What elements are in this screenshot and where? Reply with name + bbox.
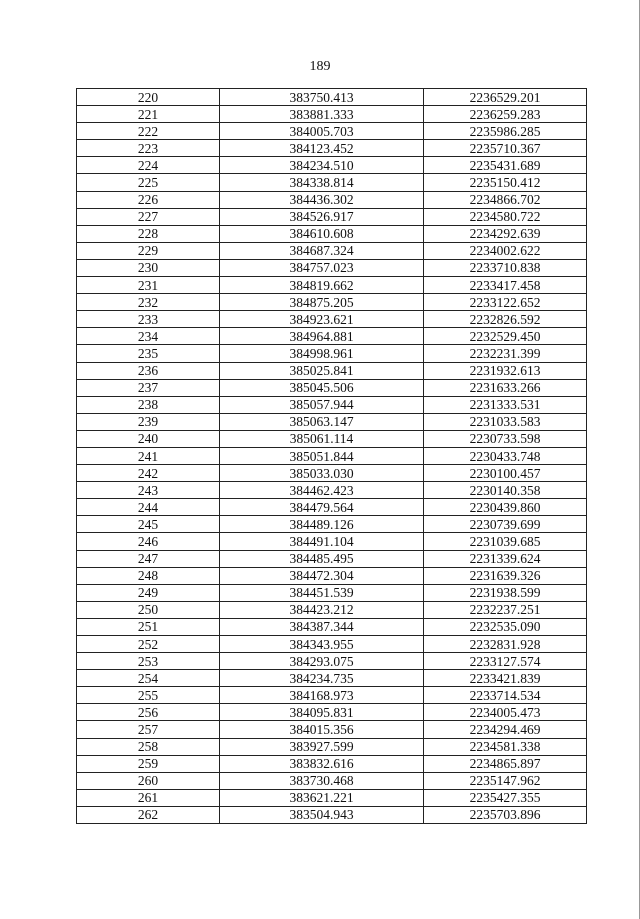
- table-row: [77, 225, 587, 242]
- x-coordinate-cell: 384423.212: [220, 601, 424, 618]
- table-row: [77, 601, 587, 618]
- x-coordinate-cell: 384343.955: [220, 636, 424, 653]
- x-coordinate-cell: 384479.564: [220, 499, 424, 516]
- x-coordinate-cell: 383832.616: [220, 755, 424, 772]
- y-coordinate-cell: 2232826.592: [424, 311, 587, 328]
- page-number: 189: [309, 59, 331, 74]
- x-coordinate-cell: 383730.468: [220, 772, 424, 789]
- point-number-cell: 224: [77, 157, 220, 174]
- y-coordinate-cell: 2231932.613: [424, 362, 587, 379]
- table-row: [77, 789, 587, 806]
- table-row: [77, 806, 587, 823]
- point-number-cell: 222: [77, 123, 220, 140]
- y-coordinate-cell: 2235147.962: [424, 772, 587, 789]
- x-coordinate-cell: 384491.104: [220, 533, 424, 550]
- y-coordinate-cell: 2233417.458: [424, 277, 587, 294]
- point-number-cell: 248: [77, 567, 220, 584]
- y-coordinate-cell: 2230433.748: [424, 447, 587, 464]
- y-coordinate-cell: 2232535.090: [424, 618, 587, 635]
- y-coordinate-cell: 2234002.622: [424, 242, 587, 259]
- x-coordinate-cell: 383750.413: [220, 89, 424, 106]
- x-coordinate-cell: 384489.126: [220, 516, 424, 533]
- y-coordinate-cell: 2231339.624: [424, 550, 587, 567]
- y-coordinate-cell: 2235427.355: [424, 789, 587, 806]
- y-coordinate-cell: 2231039.685: [424, 533, 587, 550]
- table-row: [77, 550, 587, 567]
- x-coordinate-cell: 384998.961: [220, 345, 424, 362]
- table-row: [77, 259, 587, 276]
- y-coordinate-cell: 2235703.896: [424, 806, 587, 823]
- point-number-cell: 233: [77, 311, 220, 328]
- table-row: [77, 482, 587, 499]
- x-coordinate-cell: 385033.030: [220, 465, 424, 482]
- point-number-cell: 227: [77, 208, 220, 225]
- y-coordinate-cell: 2235150.412: [424, 174, 587, 191]
- y-coordinate-cell: 2235431.689: [424, 157, 587, 174]
- x-coordinate-cell: 384234.510: [220, 157, 424, 174]
- y-coordinate-cell: 2230140.358: [424, 482, 587, 499]
- y-coordinate-cell: 2233421.839: [424, 670, 587, 687]
- x-coordinate-cell: 384923.621: [220, 311, 424, 328]
- x-coordinate-cell: 384610.608: [220, 225, 424, 242]
- table-row: [77, 738, 587, 755]
- x-coordinate-cell: 384451.539: [220, 584, 424, 601]
- x-coordinate-cell: 384005.703: [220, 123, 424, 140]
- y-coordinate-cell: 2235710.367: [424, 140, 587, 157]
- x-coordinate-cell: 385025.841: [220, 362, 424, 379]
- point-number-cell: 240: [77, 430, 220, 447]
- y-coordinate-cell: 2233122.652: [424, 294, 587, 311]
- table-row: [77, 294, 587, 311]
- table-row: [77, 772, 587, 789]
- point-number-cell: 226: [77, 191, 220, 208]
- point-number-cell: 254: [77, 670, 220, 687]
- point-number-cell: 258: [77, 738, 220, 755]
- table-row: [77, 567, 587, 584]
- y-coordinate-cell: 2234866.702: [424, 191, 587, 208]
- x-coordinate-cell: 383881.333: [220, 106, 424, 123]
- point-number-cell: 245: [77, 516, 220, 533]
- table-row: [77, 670, 587, 687]
- point-number-cell: 221: [77, 106, 220, 123]
- y-coordinate-cell: 2234865.897: [424, 755, 587, 772]
- x-coordinate-cell: 383504.943: [220, 806, 424, 823]
- table-row: [77, 157, 587, 174]
- point-number-cell: 238: [77, 396, 220, 413]
- table-row: [77, 584, 587, 601]
- x-coordinate-cell: 384819.662: [220, 277, 424, 294]
- point-number-cell: 262: [77, 806, 220, 823]
- y-coordinate-cell: 2232529.450: [424, 328, 587, 345]
- table-row: [77, 379, 587, 396]
- table-row: [77, 106, 587, 123]
- point-number-cell: 249: [77, 584, 220, 601]
- y-coordinate-cell: 2232831.928: [424, 636, 587, 653]
- table-row: [77, 89, 587, 106]
- point-number-cell: 260: [77, 772, 220, 789]
- table-row: [77, 174, 587, 191]
- table-row: [77, 123, 587, 140]
- x-coordinate-cell: 385063.147: [220, 413, 424, 430]
- coordinates-table: [76, 88, 587, 824]
- point-number-cell: 230: [77, 259, 220, 276]
- table-row: [77, 140, 587, 157]
- y-coordinate-cell: 2234580.722: [424, 208, 587, 225]
- point-number-cell: 244: [77, 499, 220, 516]
- x-coordinate-cell: 384436.302: [220, 191, 424, 208]
- point-number-cell: 251: [77, 618, 220, 635]
- point-number-cell: 259: [77, 755, 220, 772]
- table-row: [77, 396, 587, 413]
- point-number-cell: 235: [77, 345, 220, 362]
- point-number-cell: 242: [77, 465, 220, 482]
- point-number-cell: 232: [77, 294, 220, 311]
- x-coordinate-cell: 384234.735: [220, 670, 424, 687]
- y-coordinate-cell: 2230739.699: [424, 516, 587, 533]
- point-number-cell: 225: [77, 174, 220, 191]
- table-row: [77, 618, 587, 635]
- table-row: [77, 721, 587, 738]
- table-row: [77, 328, 587, 345]
- point-number-cell: 261: [77, 789, 220, 806]
- point-number-cell: 250: [77, 601, 220, 618]
- x-coordinate-cell: 384757.023: [220, 259, 424, 276]
- point-number-cell: 236: [77, 362, 220, 379]
- table-row: [77, 208, 587, 225]
- table-row: [77, 191, 587, 208]
- x-coordinate-cell: 383927.599: [220, 738, 424, 755]
- table-row: [77, 447, 587, 464]
- y-coordinate-cell: 2234292.639: [424, 225, 587, 242]
- x-coordinate-cell: 384387.344: [220, 618, 424, 635]
- point-number-cell: 252: [77, 636, 220, 653]
- point-number-cell: 246: [77, 533, 220, 550]
- x-coordinate-cell: 384485.495: [220, 550, 424, 567]
- point-number-cell: 255: [77, 687, 220, 704]
- y-coordinate-cell: 2233714.534: [424, 687, 587, 704]
- table-row: [77, 242, 587, 259]
- y-coordinate-cell: 2231639.326: [424, 567, 587, 584]
- point-number-cell: 237: [77, 379, 220, 396]
- y-coordinate-cell: 2231633.266: [424, 379, 587, 396]
- table-row: [77, 499, 587, 516]
- point-number-cell: 234: [77, 328, 220, 345]
- y-coordinate-cell: 2231333.531: [424, 396, 587, 413]
- y-coordinate-cell: 2230100.457: [424, 465, 587, 482]
- point-number-cell: 239: [77, 413, 220, 430]
- table-row: [77, 311, 587, 328]
- y-coordinate-cell: 2233710.838: [424, 259, 587, 276]
- table-row: [77, 277, 587, 294]
- y-coordinate-cell: 2234005.473: [424, 704, 587, 721]
- point-number-cell: 257: [77, 721, 220, 738]
- x-coordinate-cell: 384526.917: [220, 208, 424, 225]
- y-coordinate-cell: 2232237.251: [424, 601, 587, 618]
- point-number-cell: 253: [77, 653, 220, 670]
- table-row: [77, 430, 587, 447]
- x-coordinate-cell: 385045.506: [220, 379, 424, 396]
- x-coordinate-cell: 384875.205: [220, 294, 424, 311]
- table-row: [77, 653, 587, 670]
- point-number-cell: 247: [77, 550, 220, 567]
- table-row: [77, 704, 587, 721]
- point-number-cell: 256: [77, 704, 220, 721]
- table-row: [77, 687, 587, 704]
- y-coordinate-cell: 2232231.399: [424, 345, 587, 362]
- y-coordinate-cell: 2236259.283: [424, 106, 587, 123]
- x-coordinate-cell: 384095.831: [220, 704, 424, 721]
- x-coordinate-cell: 384338.814: [220, 174, 424, 191]
- y-coordinate-cell: 2236529.201: [424, 89, 587, 106]
- x-coordinate-cell: 384293.075: [220, 653, 424, 670]
- table-row: [77, 533, 587, 550]
- x-coordinate-cell: 385057.944: [220, 396, 424, 413]
- x-coordinate-cell: 384472.304: [220, 567, 424, 584]
- x-coordinate-cell: 383621.221: [220, 789, 424, 806]
- table-row: [77, 636, 587, 653]
- coordinates-table-body: [77, 89, 587, 824]
- x-coordinate-cell: 384462.423: [220, 482, 424, 499]
- point-number-cell: 228: [77, 225, 220, 242]
- x-coordinate-cell: 384964.881: [220, 328, 424, 345]
- x-coordinate-cell: 384015.356: [220, 721, 424, 738]
- point-number-cell: 229: [77, 242, 220, 259]
- x-coordinate-cell: 385051.844: [220, 447, 424, 464]
- table-row: [77, 345, 587, 362]
- y-coordinate-cell: 2230733.598: [424, 430, 587, 447]
- table-row: [77, 755, 587, 772]
- table-row: [77, 362, 587, 379]
- x-coordinate-cell: 384168.973: [220, 687, 424, 704]
- y-coordinate-cell: 2234581.338: [424, 738, 587, 755]
- point-number-cell: 243: [77, 482, 220, 499]
- y-coordinate-cell: 2231938.599: [424, 584, 587, 601]
- y-coordinate-cell: 2230439.860: [424, 499, 587, 516]
- table-row: [77, 516, 587, 533]
- x-coordinate-cell: 384123.452: [220, 140, 424, 157]
- point-number-cell: 231: [77, 277, 220, 294]
- x-coordinate-cell: 384687.324: [220, 242, 424, 259]
- y-coordinate-cell: 2231033.583: [424, 413, 587, 430]
- point-number-cell: 241: [77, 447, 220, 464]
- y-coordinate-cell: 2233127.574: [424, 653, 587, 670]
- point-number-cell: 223: [77, 140, 220, 157]
- y-coordinate-cell: 2234294.469: [424, 721, 587, 738]
- table-row: [77, 413, 587, 430]
- point-number-cell: 220: [77, 89, 220, 106]
- table-row: [77, 465, 587, 482]
- x-coordinate-cell: 385061.114: [220, 430, 424, 447]
- y-coordinate-cell: 2235986.285: [424, 123, 587, 140]
